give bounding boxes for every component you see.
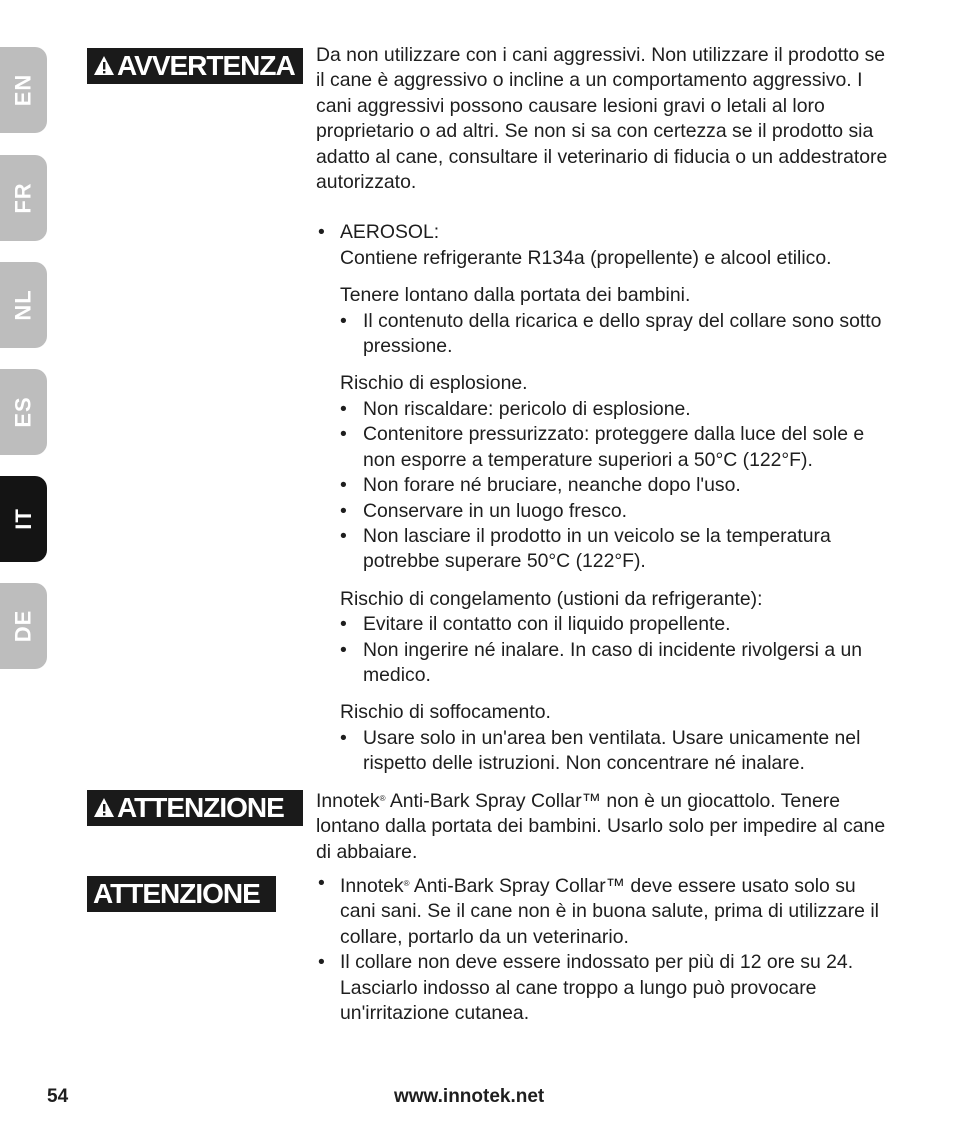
list-item bbox=[316, 871, 896, 950]
brand-name: Innotek bbox=[340, 875, 404, 897]
suffocation-intro: Rischio di soffocamento. bbox=[340, 701, 551, 724]
attenzione-2-section bbox=[316, 871, 896, 1026]
registered-mark: ® bbox=[379, 794, 386, 803]
list-item bbox=[316, 950, 896, 1026]
tab-en-label: EN bbox=[10, 73, 36, 107]
aerosol-bullet bbox=[316, 220, 896, 271]
tab-de[interactable] bbox=[0, 583, 47, 669]
warning-triangle-icon bbox=[93, 797, 115, 819]
list-item: • Contenitore pressurizzato: proteggere dalla luce del sole e non esporre a temperature superiori a 50°C (122°F). bbox=[316, 422, 896, 473]
attenzione-1-section bbox=[316, 786, 896, 865]
attenzione-label-2 bbox=[87, 876, 276, 912]
tab-it-label: IT bbox=[10, 508, 36, 530]
tab-nl[interactable] bbox=[0, 262, 47, 348]
list-item: • Usare solo in un'area ben ventilata. Usare unicamente nel rispetto delle istruzioni. Non concentrare né inalare. bbox=[316, 726, 896, 777]
aerosol-contents: Contiene refrigerante R134a (propellente) e alcool etilico. bbox=[340, 246, 832, 269]
list-item: • Il contenuto della ricarica e dello spray del collare sono sotto pressione. bbox=[316, 309, 896, 360]
registered-mark: ® bbox=[403, 879, 410, 888]
avvertenza-section bbox=[316, 43, 896, 777]
list-item: • Non ingerire né inalare. In caso di incidente rivolgersi a un medico. bbox=[316, 638, 896, 689]
attenzione-label-1 bbox=[87, 790, 303, 826]
tab-fr-label: FR bbox=[10, 182, 36, 214]
attenzione-label-2-text: ATTENZIONE bbox=[93, 878, 260, 909]
tab-de-label: DE bbox=[10, 609, 36, 643]
warning-triangle-icon bbox=[93, 55, 115, 77]
tab-es[interactable] bbox=[0, 369, 47, 455]
avvertenza-text: Da non utilizzare con i cani aggressivi. Non utilizzare il prodotto se il cane è aggressivo o incline a un comportamento aggressivo. I cani aggressivi possono causare lesioni gravi o letali al loro proprietario o ad altri. Se non si sa con certezza se il prodotto sia adatto al cane, consultare il veterinario di fiducia o un addestratore autorizzato. bbox=[316, 44, 888, 194]
list-item-text: Anti-Bark Spray Collar™ deve essere usato solo su cani sani. Se il cane non è in buona salute, prima di utilizzare il collare, portarlo da un veterinario. bbox=[340, 875, 879, 948]
brand-name: Innotek bbox=[316, 790, 380, 812]
tab-es-label: ES bbox=[10, 396, 36, 428]
page-number: 54 bbox=[47, 1086, 69, 1107]
list-item-text: Il collare non deve essere indossato per più di 12 ore su 24. Lasciarlo indosso al cane troppo a lungo può provocare un'irritazione cutanea. bbox=[340, 951, 854, 1025]
children-intro: Tenere lontano dalla portata dei bambini. bbox=[340, 284, 691, 307]
tab-en[interactable] bbox=[0, 47, 47, 133]
explosion-intro: Rischio di esplosione. bbox=[340, 372, 528, 395]
list-item: • Evitare il contatto con il liquido propellente. bbox=[316, 612, 896, 637]
list-item: • Non lasciare il prodotto in un veicolo se la temperatura potrebbe superare 50°C (122°F). bbox=[316, 524, 896, 575]
tab-fr[interactable] bbox=[0, 155, 47, 241]
list-item: • Non forare né bruciare, neanche dopo l'uso. bbox=[316, 473, 896, 498]
tab-nl-label: NL bbox=[10, 289, 36, 321]
attenzione-1-text bbox=[316, 786, 896, 865]
attenzione-label-1-text: ATTENZIONE bbox=[117, 792, 284, 823]
footer-url[interactable]: www.innotek.net bbox=[394, 1086, 545, 1107]
list-item: • Conservare in un luogo fresco. bbox=[316, 499, 896, 524]
avvertenza-label bbox=[87, 48, 303, 84]
avvertenza-label-text: AVVERTENZA bbox=[117, 50, 295, 81]
attenzione-1-body: Anti-Bark Spray Collar™ non è un giocattolo. Tenere lontano dalla portata dei bambini. Usarlo solo per impedire al cane di abbaiare. bbox=[316, 790, 886, 863]
list-item: • Non riscaldare: pericolo di esplosione. bbox=[316, 397, 896, 422]
freeze-intro: Rischio di congelamento (ustioni da refrigerante): bbox=[340, 587, 763, 610]
tab-it[interactable] bbox=[0, 476, 47, 562]
aerosol-heading: • AEROSOL: bbox=[340, 221, 440, 244]
